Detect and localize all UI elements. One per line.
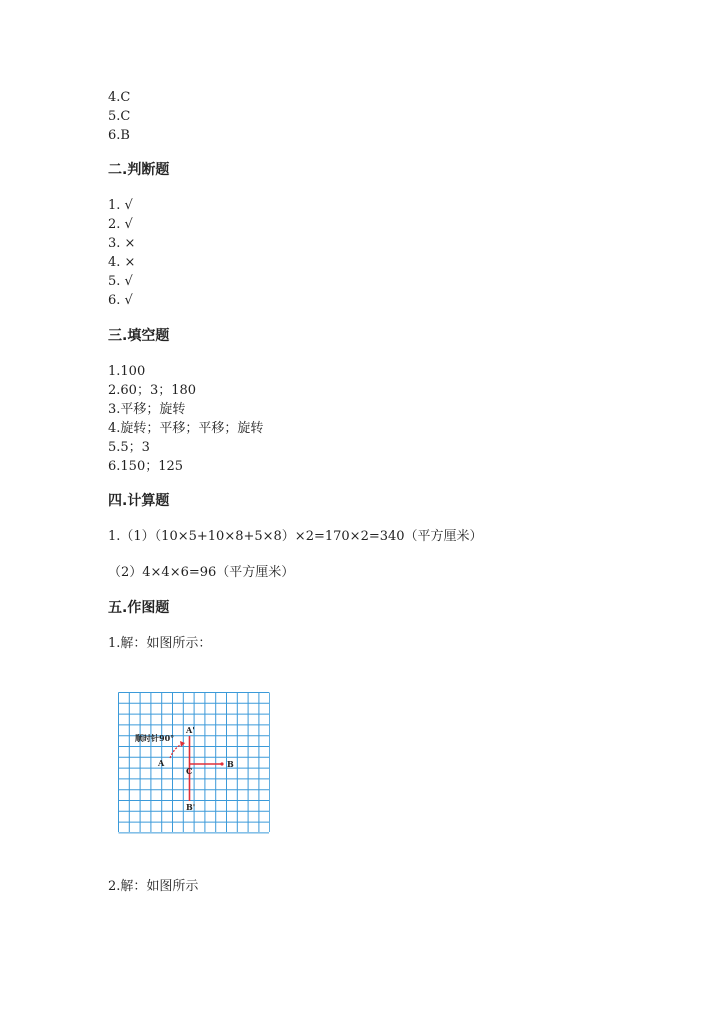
fill-blank-answer: 5.5；3 [108,440,150,455]
fill-blank-answers [108,362,263,476]
calculation-line-2: （2）4×4×6=96（平方厘米） [108,565,295,580]
judgement-answer: 2. √ [108,217,133,232]
judgement-answers [108,196,135,310]
point-a-prime-label: A' [186,725,195,735]
section-heading-fill-blank: 三.填空题 [108,328,170,344]
section-heading-calculation: 四.计算题 [108,493,170,509]
rotation-label: 顺时针90° [135,733,175,743]
fill-blank-answer: 1.100 [108,364,146,379]
choice-answer: 5.C [108,109,131,124]
judgement-answer: 3. × [108,236,136,251]
point-a-label: A [158,758,165,768]
point-b-dot [220,762,223,765]
choice-answer: 6.B [108,128,130,143]
drawing-question-1: 1.解：如图所示： [108,636,212,651]
judgement-answer: 1. √ [108,198,133,213]
judgement-answer: 4. × [108,255,136,270]
choice-answer: 4.C [108,90,131,105]
point-b-label: B [227,759,234,769]
calculation-line-1: 1.（1）（10×5+10×8+5×8）×2=170×2=340（平方厘米） [108,529,483,544]
choice-answers [108,88,130,145]
drawing-question-2: 2.解：如图所示 [108,879,199,894]
section-heading-judgement: 二.判断题 [108,162,170,178]
rotation-figure [118,692,270,834]
fill-blank-answer: 2.60；3；180 [108,383,197,398]
section-heading-drawing: 五.作图题 [108,600,170,616]
fill-blank-answer: 3.平移；旋转 [108,402,186,417]
fill-blank-answer: 6.150；125 [108,459,184,474]
point-b-prime-label: B' [186,802,196,812]
judgement-answer: 6. √ [108,293,133,308]
fill-blank-answer: 4.旋转；平移；平移；旋转 [108,421,264,436]
point-c-label: C [186,766,193,776]
judgement-answer: 5. √ [108,274,133,289]
